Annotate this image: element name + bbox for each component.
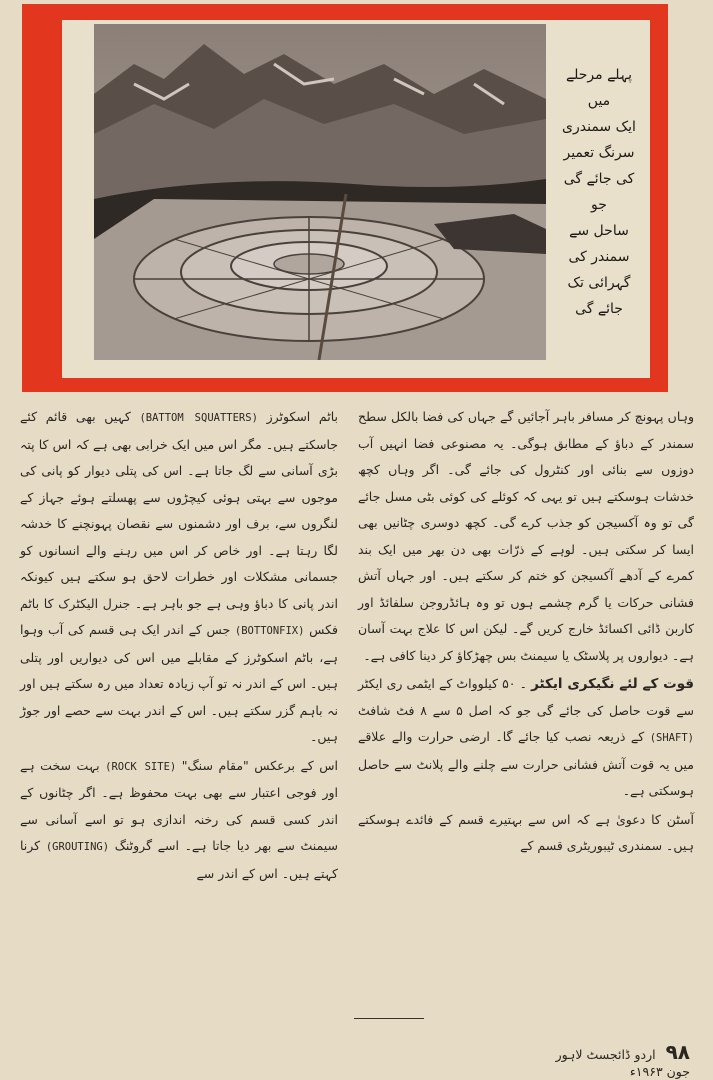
text-run: بہت سخت ہے اور فوجی اعتبار سے بھی بہت محفوظ ہے۔ اگر چٹانوں کے اندر کسی قسم کی رخنہ اندازی ہو تو اسے آسانی سے سیمنٹ سے بھر دیا جاتا ہے۔ اسے گروٹنگ xyxy=(20,757,339,853)
body-paragraph xyxy=(358,671,694,805)
right-text-column xyxy=(358,404,694,862)
page-number: ۹۸ xyxy=(665,1040,690,1064)
caption-line: گہرائی تک xyxy=(567,275,631,291)
left-text-column xyxy=(20,404,338,889)
caption-line: سرنگ تعمیر xyxy=(563,145,635,161)
continuation-rule xyxy=(354,1018,424,1019)
latin-term: (BOTTONFIX) xyxy=(234,625,305,637)
caption-line: ایک سمندری xyxy=(562,119,636,135)
page-footer xyxy=(540,1040,690,1079)
text-run: کرنا کہتے ہیں۔ اس کے اندر سے xyxy=(20,838,338,881)
body-paragraph: آسٹن کا دعویٰ ہے کہ اس سے بہتیرے قسم کے فائدے ہوسکتے ہیں۔ سمندری ٹیبوریٹری قسم کے xyxy=(358,811,694,853)
text-run: کہیں بھی قائم کئے جاسکتے ہیں۔ مگر اس میں ایک خرابی بھی ہے کہ اس کا پتہ بڑی آسانی سے لگ جاتا ہے۔ اس کی پتلی دیوار کو پانی کی موجوں سے بہتی ہوئی کیچڑوں سے پھسلتے ہوئے جہاز کے لنگروں سے، برف اور دشمنوں سے نقصان پہونچنے کا خدشہ لگا رہتا ہے۔ اور خاص کر اس میں رہنے والے انسانوں کو جسمانی مشکلات اور خطرات لاحق ہو سکتے ہیں کیونکہ اندر پانی کا دباؤ وہی ہے جو باہر ہے۔ جنرل الیکٹرک کا باٹم فکس xyxy=(20,409,338,637)
seafloor-base-illustration xyxy=(94,24,546,360)
caption-line: ساحل سے xyxy=(569,223,629,239)
body-paragraph xyxy=(20,404,338,751)
publication-info: اردو ڈائجسٹ لاہور جون ۱۹۶۳ء xyxy=(555,1047,690,1079)
body-paragraph xyxy=(20,753,338,888)
caption-line: کی جائے گی جو xyxy=(563,171,635,213)
text-run: جس کے اندر ایک ہی قسم کی آب وہوا ہے، باٹم اسکوٹرز کے مقابلے میں اس کی دیواریں اور پتلی ہیں۔ اس کے اندر نہ تو آپ زیادہ تعداد میں رہ سکتے ہیں اور نہ باہم گزر سکتے ہیں۔ اس کے اندر بہت سے حصے اور جوڑ ہیں۔ xyxy=(20,622,338,744)
caption-line: سمندر کی xyxy=(568,249,630,265)
caption-line: پہلے مرحلے میں xyxy=(565,67,633,109)
latin-term: (GROUTING) xyxy=(45,841,110,853)
latin-term: (SHAFT) xyxy=(649,732,694,744)
text-run: کے ذریعہ نصب کیا جائے گا۔ ارضی حرارت والے علاقے میں یہ قوت آتش فشانی حرارت سے چلنے والے پلانٹ سے حاصل ہوسکتی ہے۔ xyxy=(358,729,694,798)
text-run: اس کے برعکس "مقام سنگ" xyxy=(181,757,339,773)
caption-line: جائے گی xyxy=(575,301,623,317)
body-paragraph: وہاں پہونچ کر مسافر باہر آجائیں گے جہاں کی فضا بالکل سطح سمندر کے دباؤ کے مطابق ہوگی۔ یہ مصنوعی فضا انہیں آب دوزوں سے بنائی اور کنٹرول کی جائے گی۔ اگر وہاں کچھ خدشات ہوسکتے ہیں تو یہی کہ کوئلے کی کوئی بٹی مسل جائے گی تو وہ آکسیجن کو جذب کرے گی۔ کچھ دوسری چٹانیں بھی ایسا کر سکتی ہیں۔ لوہے کے ذرّات بھی دن بھر میں ایک بند کمرے کے آدھے آکسیجن کو ختم کر سکتے ہیں۔ اور جہاں آتش فشانی حرکات یا گرم چشمے ہوں تو وہ ہائڈروجن سلفائڈ اور کاربن ڈائی اکسائڈ خارج کریں گے۔ لیکن اس کا علاج بہت آسان ہے۔ دیواروں پر پلاسٹک یا سیمنٹ بس چھڑکاؤ کر دینا کافی ہے۔ xyxy=(358,409,694,663)
figure-frame xyxy=(22,4,668,392)
section-heading: قوت کے لئے نگیکری ایکٹر xyxy=(531,676,694,692)
figure-panel xyxy=(62,20,650,378)
figure-caption xyxy=(558,62,640,322)
text-run: باٹم اسکوٹرز xyxy=(266,409,339,424)
latin-term: (ROCK SITE) xyxy=(105,760,177,773)
text-run: ۔ ۵۰ کیلوواٹ کے ایٹمی ری ایکٹر سے قوت حاصل کی جائے گی جو کہ اصل ۵ سے ۸ فٹ شافٹ xyxy=(358,676,695,718)
latin-term: (BATTOM SQUATTERS) xyxy=(139,412,258,424)
